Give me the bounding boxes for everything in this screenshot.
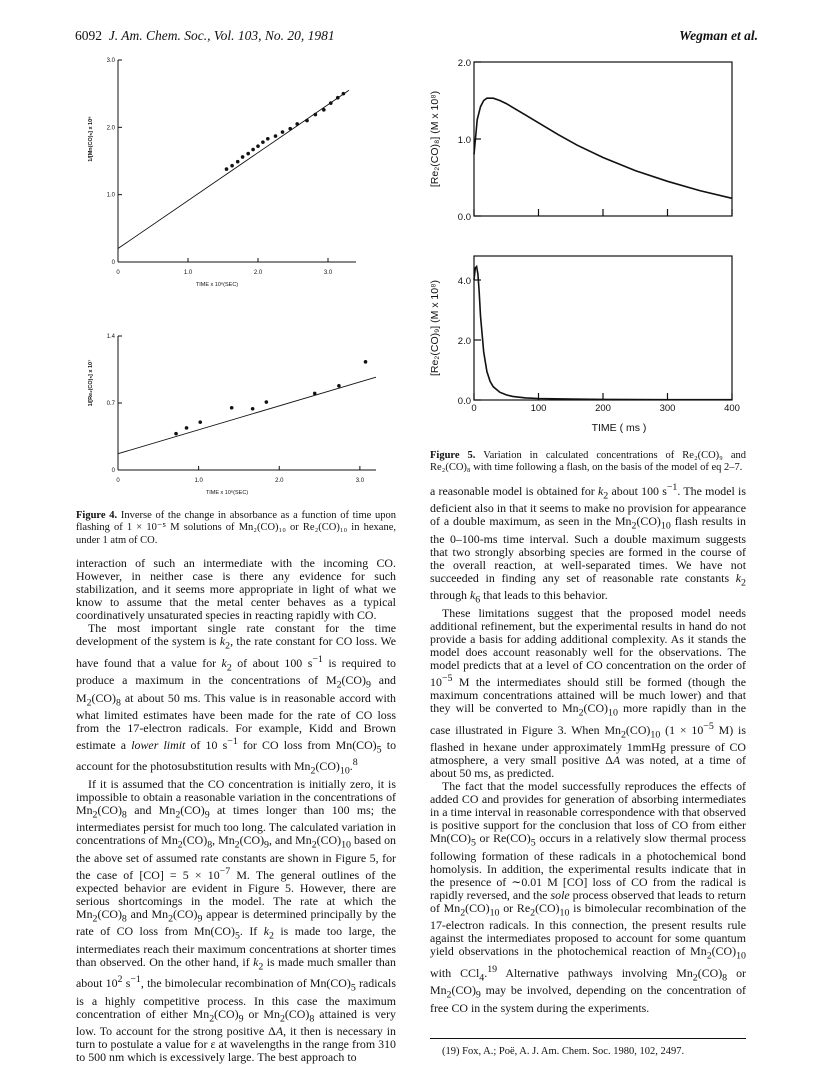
y-axis-label: 1/[Mn(CO)₅] x 10⁶	[88, 116, 94, 162]
x-tick-label: 200	[595, 403, 611, 414]
running-header-authors: Wegman et al.	[679, 28, 758, 43]
plot-frame	[474, 62, 732, 216]
footnote: (19) Fox, A.; Poë, A. J. Am. Chem. Soc. 1980, 102, 2497.	[442, 1046, 685, 1057]
y-tick-label: 2.0	[457, 58, 471, 69]
plot-frame	[474, 256, 732, 400]
y-tick-label: 1.0	[106, 192, 115, 199]
y-tick-label: 4.0	[457, 276, 471, 287]
paragraph: interaction of such an intermediate with the incoming CO. However, in neither case is there any evidence for such stabilization, and it seems more appropriate in light of what we know to assume that the metal center behaves as a typical coordinatively unsaturated species in reacting rapidly with CO.	[76, 556, 396, 623]
y-tick-label: 2.0	[106, 125, 115, 132]
running-header-left	[75, 28, 335, 44]
y-tick-label: 1.4	[106, 334, 115, 340]
x-tick-label: 1.0	[194, 478, 203, 484]
data-point	[314, 113, 318, 117]
data-point	[265, 400, 269, 404]
x-tick-label: 400	[724, 403, 740, 414]
y-axis-label: 1/[Re₂(CO)₅] x 10⁷	[88, 359, 94, 407]
data-point	[174, 432, 178, 436]
paragraph: The fact that the model successfully reproduces the effects of added CO and provides for generation of absorbing intermediates in a time interval in reasonable correspondence with that observed is positive support for the conclusion that loss of CO from either $Mn(CO)_5$ or $Re(CO)_5$ occurs in a relatively slow thermal process following formation of these radicals in a photochemical bond homolysis. In addition, the experimental results indicate that in the presence of ∼0.01 M [CO] loss of CO from the radical is rapidly reversed, and the sole process observed that leads to return of $Mn_2(CO)_{10}$ or $Re_2(CO)_{10}$ is bimolecular recombination of the 17-electron radicals. In this connection, the present results rule against the intermediates proposed to account for some quantum yield observations in the photochemical reaction of $Mn_2(CO)_{10}$ with CCl$_4$.$^{19}$ Alternative pathways involving $Mn_2(CO)_8$ or $Mn_2(CO)_9$ may be involved, depending on the concentration of free CO in the system during the experiments.	[430, 779, 746, 1015]
series-line	[474, 267, 732, 400]
paragraph: The most important single rate constant for the time development of the system is $k_2$, the rate constant for CO loss. We have found that a value for $k_2$ of about 100 $s^{-1}$ is required to produce a maximum in the concentrations of $M_2(CO)_9$ and $M_2(CO)_8$ at about 50 ms. This value is in reasonable accord with what limited estimates have been made for the rate of CO loss from the 17-electron radicals. For example, Kidd and Brown estimate a lower limit of 10 $s^{-1}$ for CO loss from $Mn(CO)_5$ to account for the photosubstitution results with $Mn_2(CO)_{10}.^8$	[76, 621, 397, 777]
data-point	[274, 134, 278, 138]
figure-5-caption-text: Variation in calculated concentrations of Re₂(CO)₉ and Re₂(CO)₈ with time following a flash, on the basis of the model of eq 2–7.	[430, 450, 746, 474]
figure-4-caption	[76, 510, 396, 547]
x-tick-label: 3.0	[355, 478, 365, 484]
figure-4-caption-text: Inverse of the change in absorbance as a function of time upon flashing of 1 × 10⁻⁵ M solutions of Mn₂(CO)₁₀ or Re₂(CO)₁₀ in hexane, under 1 atm of CO.	[76, 510, 397, 546]
figure-4-re-plot	[70, 322, 410, 512]
y-tick-label: 0	[111, 260, 115, 266]
y-tick-label: 0.0	[457, 212, 471, 223]
data-point	[281, 130, 285, 134]
x-tick-label: 3.0	[323, 270, 333, 276]
data-point	[225, 167, 229, 171]
figure-5-label: Figure 5.	[430, 450, 476, 461]
y-tick-label: 0.7	[106, 401, 115, 407]
body-column-right	[430, 481, 746, 1015]
data-point	[251, 148, 255, 152]
body-column-left	[76, 557, 396, 1064]
data-point	[261, 140, 265, 144]
figure-5-re2co9-plot	[420, 248, 760, 448]
x-axis-label: TIME x 10⁶(SEC)	[205, 490, 249, 496]
y-axis-label: [Re₂(CO)₉] (M x 10⁸)	[429, 279, 441, 377]
journal-citation: J. Am. Chem. Soc., Vol. 103, No. 20, 1981	[108, 28, 335, 43]
x-axis-label: TIME x 10⁶(SEC)	[195, 282, 239, 288]
data-point	[236, 160, 240, 164]
x-tick-label: 1.0	[183, 270, 193, 276]
paragraph: If it is assumed that the CO concentration is initially zero, it is impossible to obtain a reasonable variation in the concentrations of $Mn_2(CO)_8$ and $Mn_2(CO)_9$ at times longer than 100 ms; the intermediates persist for much too long. The calculated variation in concentrations of $Mn_2(CO)_8$, $Mn_2(CO)_9$, and $Mn_2(CO)_{10}$ based on the above set of assumed rate constants are shown in Figure 5, for the case of $[CO] = 5 \times 10^{-7}$ M. The general outlines of the expected behavior are evident in Figure 5. However, there are serious shortcomings in the model. The rate at which the $Mn_2(CO)_8$ and $Mn_2(CO)_9$ appear is determined principally by the rate of CO loss from $Mn(CO)_5$. If $k_2$ is made too large, the intermediates reach their maximum concentrations at shorter times than observed. On the other hand, if $k_2$ is made much smaller than about $10^2$ $s^{-1}$, the bimolecular recombination of $Mn(CO)_5$ radicals is a highly competitive process. In this case the maximum concentration of either $Mn_2(CO)_9$ or $Mn_2(CO)_8$ attained is very low. To account for the strong positive ΔA, it then is necessary in turn to postulate a value for ε at wavelengths in the range from 310 to 500 nm which is excessively large. The best approach to	[76, 776, 396, 1065]
y-tick-label: 1.0	[457, 135, 471, 146]
figure-4-mn-plot	[70, 50, 410, 300]
x-tick-label: 100	[530, 403, 547, 414]
data-point	[198, 420, 202, 424]
series-line	[474, 98, 732, 198]
data-point	[251, 407, 255, 411]
x-tick-label: 300	[659, 403, 676, 414]
data-point	[266, 137, 270, 141]
y-tick-label: 2.0	[457, 336, 471, 347]
data-point	[241, 155, 245, 159]
data-point	[364, 360, 368, 364]
y-tick-label: 0.0	[457, 396, 471, 407]
data-point	[288, 127, 292, 131]
data-point	[230, 164, 234, 168]
x-tick-label: 0	[116, 270, 120, 276]
fit-line	[118, 377, 376, 454]
data-point	[185, 426, 189, 430]
data-point	[329, 101, 333, 105]
figure-5-re2co8-plot	[420, 50, 760, 240]
data-point	[342, 92, 346, 96]
x-axis-label: TIME ( ms )	[591, 422, 647, 434]
x-tick-label: 0	[116, 478, 120, 484]
x-tick-label: 2.0	[253, 270, 263, 276]
x-tick-label: 0	[471, 403, 477, 414]
data-point	[305, 119, 309, 123]
paragraph: a reasonable model is obtained for $k_2$ about 100 $s^{-1}$. The model is deficient also in that it seems to make no provision for appearance of a double maximum, as seen in the $Mn_2(CO)_{10}$ flash results in the 0–100-ms time interval. Such a double maximum suggests that two strongly absorbing species are formed in the course of the overall reaction, at well-separated times. We have not succeeded in finding any set of reasonable rate constants $k_2$ through $k_6$ that leads to this behavior.	[430, 482, 746, 606]
data-point	[337, 384, 341, 388]
page-number: 6092	[75, 28, 102, 43]
data-point	[295, 122, 299, 126]
paragraph: These limitations suggest that the proposed model needs additional refinement, but the experimental results in hand do not provide a basis for adding additional complexity. As it stands the model does account reasonably well for the observations. The model predicts that at a level of CO concentration on the order of $10^{-5}$ M the intermediates should still be formed (though the maximum concentrations attained will be much lower) and that they will be converted to $Mn_2(CO)_{10}$ more rapidly than in the case illustrated in Figure 3. When $Mn_2(CO)_{10}$ ($1 \times 10^{-5}$ M) is flashed in hexane under approximately 1mmHg pressure of CO atmosphere, a very small positive ΔA was noted, at a time of about 50 ms, as predicted.	[430, 605, 746, 781]
y-tick-label: 0	[111, 468, 115, 474]
figure-5-caption	[430, 450, 746, 475]
data-point	[336, 96, 340, 100]
data-point	[256, 144, 260, 148]
y-axis-label: [Re₂(CO)₈] (M x 10⁸)	[429, 90, 441, 188]
figure-4-label: Figure 4.	[76, 510, 118, 521]
data-point	[322, 108, 326, 112]
x-tick-label: 2.0	[275, 478, 284, 484]
y-tick-label: 3.0	[106, 58, 115, 64]
footnote-rule	[430, 1038, 746, 1039]
data-point	[230, 406, 234, 410]
data-point	[246, 152, 250, 156]
data-point	[313, 392, 317, 396]
